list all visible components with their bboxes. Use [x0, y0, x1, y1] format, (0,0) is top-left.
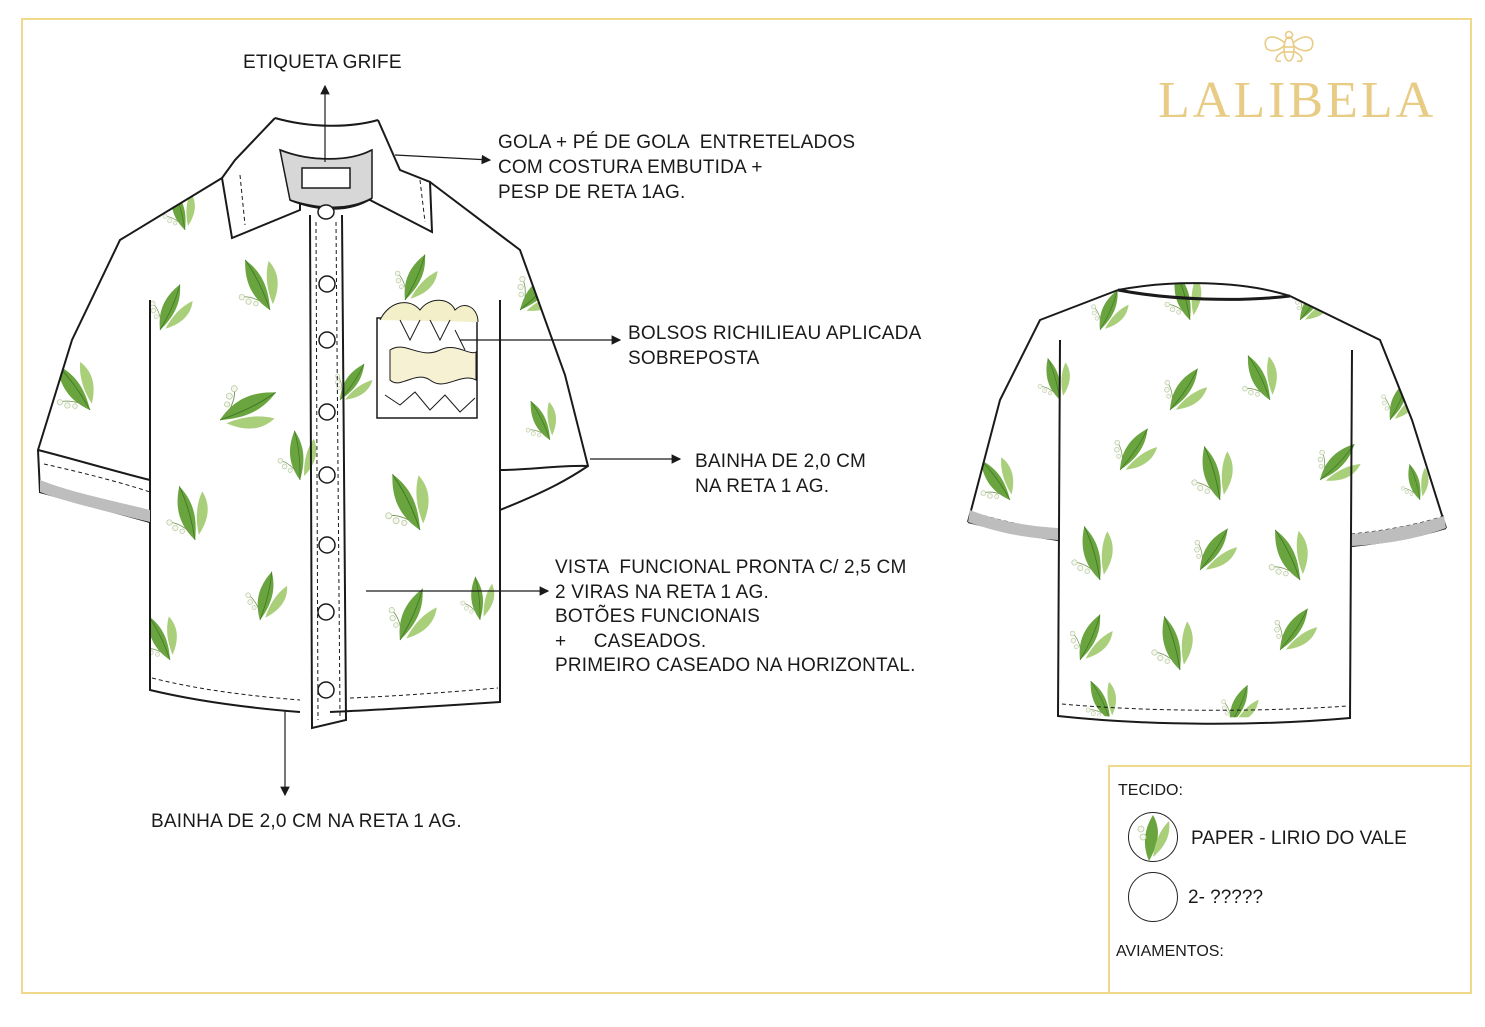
- fabric-1-label: PAPER - LIRIO DO VALE: [1191, 828, 1407, 849]
- bottom-hem-note: BAINHA DE 2,0 CM NA RETA 1 AG.: [151, 811, 462, 832]
- trims-heading: AVIAMENTOS:: [1116, 943, 1224, 960]
- fabric-swatch-2: [1128, 872, 1178, 922]
- pocket-note: BOLSOS RICHILIEAU APLICADA SOBREPOSTA: [628, 323, 922, 369]
- materials-legend: [1108, 765, 1472, 994]
- brand-label-tag: [302, 168, 350, 188]
- fabric-heading: TECIDO:: [1118, 782, 1183, 799]
- fabric-2-label: 2- ?????: [1188, 887, 1264, 908]
- richelieu-pocket: [377, 300, 478, 418]
- label-tag-note: ETIQUETA GRIFE: [243, 52, 402, 73]
- fabric-swatch-1: [1128, 812, 1178, 862]
- collar-note: GOLA + PÉ DE GOLA ENTRETELADOS COM COSTURA EMBUTIDA + PESP DE RETA 1AG.: [498, 132, 856, 203]
- placket-note: VISTA FUNCIONAL PRONTA C/ 2,5 CM 2 VIRAS NA RETA 1 AG. BOTÕES FUNCIONAIS + CASEADOS. PRIMEIRO CASEADO NA HORIZONTAL.: [555, 557, 916, 676]
- brand-logo-text: LALIBELA: [1158, 72, 1437, 129]
- sleeve-hem-note: BAINHA DE 2,0 CM NA RETA 1 AG.: [695, 451, 867, 497]
